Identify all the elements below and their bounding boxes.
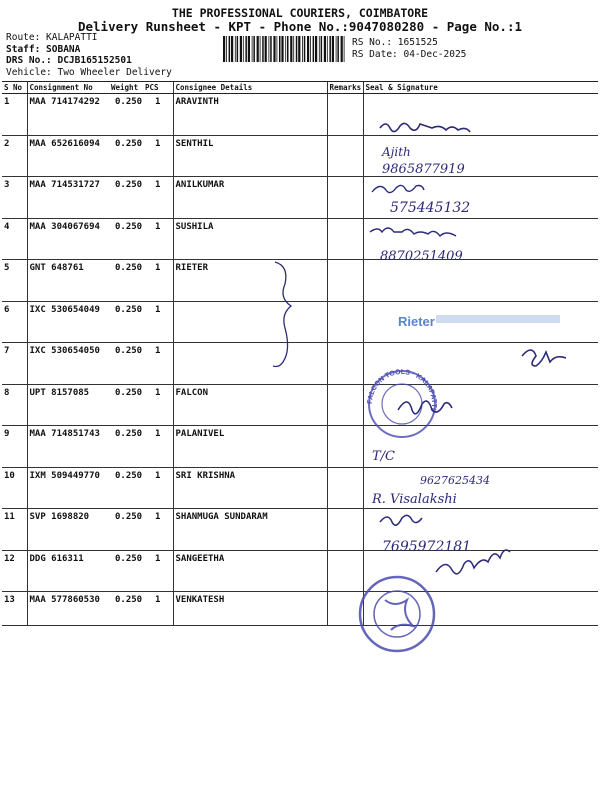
cell-remarks xyxy=(327,509,363,551)
cell-consignment-no: UPT 8157085 xyxy=(27,384,109,426)
cell-sno: 4 xyxy=(2,218,27,260)
cell-consignment-no: MAA 714851743 xyxy=(27,426,109,468)
col-sno-header: S No xyxy=(2,82,27,94)
cell-consignee: ANILKUMAR xyxy=(173,177,327,219)
barcode-bar xyxy=(265,36,267,62)
cell-sno: 11 xyxy=(2,509,27,551)
table-row xyxy=(2,550,598,592)
cell-weight: 0.250 xyxy=(109,177,143,219)
cell-consignment-no: DDG 616311 xyxy=(27,550,109,592)
barcode-bar xyxy=(260,36,261,62)
rs-number: RS No.: 1651525 xyxy=(352,37,438,48)
barcode-bar xyxy=(290,36,292,62)
barcode-bar xyxy=(273,36,275,62)
barcode-bar xyxy=(231,36,233,62)
document-title-block xyxy=(0,6,600,34)
cell-seal-signature xyxy=(363,94,598,136)
cell-pcs: 1 xyxy=(143,177,173,219)
cell-weight: 0.250 xyxy=(109,94,143,136)
cell-remarks xyxy=(327,426,363,468)
cell-consignment-no: IXM 509449770 xyxy=(27,467,109,509)
table-row xyxy=(2,177,598,219)
route-label: Route: KALAPATTI xyxy=(6,32,98,43)
runsheet-table xyxy=(2,81,598,626)
barcode-bar xyxy=(336,36,337,62)
cell-pcs: 1 xyxy=(143,467,173,509)
cell-seal-signature xyxy=(363,384,598,426)
table-row xyxy=(2,94,598,136)
barcode-bar xyxy=(223,36,225,62)
cell-pcs: 1 xyxy=(143,94,173,136)
row2-handwritten-name: Ajith xyxy=(382,145,411,159)
cell-sno: 13 xyxy=(2,592,27,626)
runsheet-title: Delivery Runsheet - KPT - Phone No.:9047080280 - Page No.:1 xyxy=(77,19,522,34)
cell-consignee: SUSHILA xyxy=(173,218,327,260)
barcode-bar xyxy=(277,36,278,62)
cell-seal-signature xyxy=(363,177,598,219)
cell-sno: 8 xyxy=(2,384,27,426)
table-row xyxy=(2,384,598,426)
row10-handwritten-name: R. Visalakshi xyxy=(372,492,457,507)
cell-weight: 0.250 xyxy=(109,260,143,302)
cell-consignee: SRI KRISHNA xyxy=(173,467,327,509)
barcode-bar xyxy=(327,36,328,62)
cell-seal-signature xyxy=(363,467,598,509)
cell-weight: 0.250 xyxy=(109,426,143,468)
barcode-bar xyxy=(240,36,242,62)
barcode-bar xyxy=(262,36,264,62)
barcode-bar xyxy=(287,36,289,62)
cell-seal-signature xyxy=(363,218,598,260)
cell-consignment-no: MAA 577860530 xyxy=(27,592,109,626)
barcode-bar xyxy=(235,36,236,62)
staff-label: Staff: SOBANA xyxy=(6,43,81,55)
barcode-image xyxy=(223,36,348,62)
vehicle-label: Vehicle: Two Wheeler Delivery xyxy=(6,66,172,78)
col-pcs-header: PCS xyxy=(143,82,173,94)
barcode-bar xyxy=(252,36,253,62)
cell-sno: 10 xyxy=(2,467,27,509)
row2-handwritten-phone: 9865877919 xyxy=(382,162,465,177)
barcode-bar xyxy=(279,36,281,62)
barcode-bar xyxy=(248,36,250,62)
cell-pcs: 1 xyxy=(143,260,173,302)
cell-seal-signature xyxy=(363,260,598,302)
cell-consignment-no: MAA 652616094 xyxy=(27,135,109,177)
cell-sno: 3 xyxy=(2,177,27,219)
cell-remarks xyxy=(327,550,363,592)
barcode-bar xyxy=(296,36,298,62)
barcode-bar xyxy=(337,36,339,62)
cell-remarks xyxy=(327,343,363,385)
table-row xyxy=(2,343,598,385)
cell-pcs: 1 xyxy=(143,426,173,468)
barcode-bar xyxy=(329,36,331,62)
cell-consignee xyxy=(173,343,327,385)
barcode-bar xyxy=(257,36,259,62)
rs-info xyxy=(352,37,466,60)
cell-remarks xyxy=(327,260,363,302)
cell-remarks xyxy=(327,218,363,260)
cell-weight: 0.250 xyxy=(109,509,143,551)
barcode-bar xyxy=(229,36,231,62)
cell-remarks xyxy=(327,592,363,626)
cell-pcs: 1 xyxy=(143,384,173,426)
barcode-bar xyxy=(304,36,306,62)
cell-sno: 7 xyxy=(2,343,27,385)
cell-weight: 0.250 xyxy=(109,343,143,385)
barcode-bar xyxy=(341,36,343,62)
cell-consignment-no: MAA 714531727 xyxy=(27,177,109,219)
cell-pcs: 1 xyxy=(143,509,173,551)
barcode-bar xyxy=(310,36,311,62)
cell-pcs: 1 xyxy=(143,301,173,343)
col-weight-header: Weight xyxy=(109,82,143,94)
cell-consignment-no: MAA 304067694 xyxy=(27,218,109,260)
cell-seal-signature xyxy=(363,135,598,177)
barcode-bar xyxy=(344,36,345,62)
barcode-bar xyxy=(281,36,283,62)
cell-seal-signature xyxy=(363,301,598,343)
cell-consignee: SENTHIL xyxy=(173,135,327,177)
cell-remarks xyxy=(327,384,363,426)
barcode-bar xyxy=(253,36,255,62)
cell-seal-signature xyxy=(363,509,598,551)
barcode-bar xyxy=(269,36,270,62)
barcode-bar xyxy=(243,36,244,62)
cell-consignment-no: SVP 1698820 xyxy=(27,509,109,551)
table-row xyxy=(2,509,598,551)
cell-consignee: FALCON xyxy=(173,384,327,426)
cell-consignee xyxy=(173,301,327,343)
cell-weight: 0.250 xyxy=(109,592,143,626)
cell-consignee: ARAVINTH xyxy=(173,94,327,136)
cell-remarks xyxy=(327,135,363,177)
cell-sno: 5 xyxy=(2,260,27,302)
row10-handwritten-phone: 9627625434 xyxy=(420,474,490,487)
cell-sno: 12 xyxy=(2,550,27,592)
cell-pcs: 1 xyxy=(143,135,173,177)
row3-handwritten-phone: 575445132 xyxy=(390,200,471,216)
cell-seal-signature xyxy=(363,592,598,626)
cell-sno: 1 xyxy=(2,94,27,136)
cell-pcs: 1 xyxy=(143,592,173,626)
row4-handwritten-phone: 8870251409 xyxy=(380,249,463,264)
cell-consignee: VENKATESH xyxy=(173,592,327,626)
cell-weight: 0.250 xyxy=(109,467,143,509)
cell-consignee: SHANMUGA SUNDARAM xyxy=(173,509,327,551)
table-row xyxy=(2,218,598,260)
table-row xyxy=(2,135,598,177)
cell-sno: 9 xyxy=(2,426,27,468)
table-row xyxy=(2,592,598,626)
cell-consignee: PALANIVEL xyxy=(173,426,327,468)
cell-weight: 0.250 xyxy=(109,218,143,260)
barcode-bar xyxy=(245,36,247,62)
barcode-bar xyxy=(332,36,334,62)
barcode-bar xyxy=(315,36,317,62)
cell-seal-signature xyxy=(363,550,598,592)
col-consignment-header: Consignment No xyxy=(27,82,109,94)
cell-consignment-no: GNT 648761 xyxy=(27,260,109,302)
cell-consignment-no: MAA 714174292 xyxy=(27,94,109,136)
barcode-bar xyxy=(321,36,323,62)
barcode-bar xyxy=(270,36,272,62)
table-row xyxy=(2,260,598,302)
route-info xyxy=(6,32,172,78)
cell-pcs: 1 xyxy=(143,550,173,592)
table-header-row xyxy=(2,82,598,94)
cell-consignee: SANGEETHA xyxy=(173,550,327,592)
barcode-bar xyxy=(293,36,294,62)
cell-remarks xyxy=(327,467,363,509)
barcode-bar xyxy=(285,36,286,62)
cell-remarks xyxy=(327,301,363,343)
cell-weight: 0.250 xyxy=(109,301,143,343)
cell-sno: 6 xyxy=(2,301,27,343)
cell-pcs: 1 xyxy=(143,218,173,260)
cell-weight: 0.250 xyxy=(109,384,143,426)
rs-date: RS Date: 04-Dec-2025 xyxy=(352,48,467,60)
cell-consignee: RIETER xyxy=(173,260,327,302)
cell-seal-signature xyxy=(363,426,598,468)
company-name: THE PROFESSIONAL COURIERS, COIMBATORE xyxy=(171,6,429,20)
barcode-bar xyxy=(307,36,309,62)
falcon-stamp-ring-text: FALCON TOOLS · KALAPATTI xyxy=(366,368,438,411)
cell-consignment-no: IXC 530654049 xyxy=(27,301,109,343)
drs-number: DRS No.: DCJB165152501 xyxy=(6,55,132,66)
table-row xyxy=(2,467,598,509)
barcode-bar xyxy=(298,36,300,62)
cell-weight: 0.250 xyxy=(109,135,143,177)
cell-pcs: 1 xyxy=(143,343,173,385)
col-remarks-header: Remarks xyxy=(327,82,363,94)
barcode-bar xyxy=(313,36,315,62)
cell-remarks xyxy=(327,177,363,219)
col-consignee-header: Consignee Details xyxy=(173,82,327,94)
barcode-bar xyxy=(226,36,227,62)
cell-remarks xyxy=(327,94,363,136)
col-seal-header: Seal & Signature xyxy=(363,82,598,94)
barcode-bar xyxy=(319,36,320,62)
row11-handwritten-phone: 7695972181 xyxy=(382,539,472,555)
cell-seal-signature xyxy=(363,343,598,385)
cell-consignment-no: IXC 530654050 xyxy=(27,343,109,385)
cell-sno: 2 xyxy=(2,135,27,177)
row9-handwritten-mark: T/C xyxy=(372,449,395,464)
barcode-bar xyxy=(324,36,326,62)
table-row xyxy=(2,301,598,343)
cell-weight: 0.250 xyxy=(109,550,143,592)
table-row xyxy=(2,426,598,468)
rieter-stamp-text: Rieter xyxy=(398,314,435,329)
barcode-bar xyxy=(237,36,239,62)
barcode-bar xyxy=(302,36,303,62)
